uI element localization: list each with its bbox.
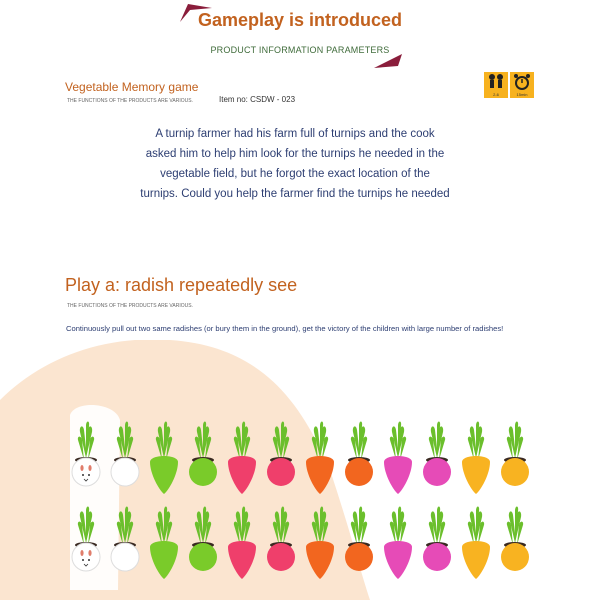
radish-icon xyxy=(67,418,105,498)
item-number: Item no: CSDW - 023 xyxy=(219,95,296,104)
radish-icon xyxy=(496,503,534,583)
radish-card[interactable] xyxy=(457,503,495,583)
radish-card[interactable] xyxy=(67,503,105,583)
product-name: Vegetable Memory game xyxy=(65,80,199,94)
play-description: Continuously pull out two same radishes (or bury them in the ground), get the victory of the children with large number of radishes! xyxy=(66,324,504,333)
radish-card[interactable] xyxy=(262,418,300,498)
radish-card[interactable] xyxy=(184,418,222,498)
radish-card[interactable] xyxy=(496,418,534,498)
radish-icon xyxy=(106,503,144,583)
product-caption: THE FUNCTIONS OF THE PRODUCTS ARE VARIOUS. xyxy=(67,98,193,104)
radish-card[interactable] xyxy=(223,418,261,498)
radish-card[interactable] xyxy=(184,503,222,583)
children-icon xyxy=(484,72,508,92)
radish-icon xyxy=(340,503,378,583)
play-caption: THE FUNCTIONS OF THE PRODUCTS ARE VARIOUS. xyxy=(67,303,193,309)
play-title: Play a: radish repeatedly see xyxy=(65,275,298,295)
story-text: A turnip farmer had his farm full of turnips and the cook asked him to help him look for the turnips he needed in the vegetable field, but he forgot the exact location of the turnips. Could you help the farmer find the turnips he needed xyxy=(140,128,450,200)
radish-icon xyxy=(457,503,495,583)
radish-icon xyxy=(262,418,300,498)
radish-icon xyxy=(106,418,144,498)
radish-icon xyxy=(340,418,378,498)
radish-card[interactable] xyxy=(106,418,144,498)
radish-icon xyxy=(457,418,495,498)
radish-icon xyxy=(223,418,261,498)
radish-card[interactable] xyxy=(340,503,378,583)
radish-icon xyxy=(184,418,222,498)
radish-icon xyxy=(184,503,222,583)
radish-icon xyxy=(145,503,183,583)
radish-icon xyxy=(418,418,456,498)
time-badge-text: 15min xyxy=(516,92,528,97)
radish-card[interactable] xyxy=(496,503,534,583)
radish-card[interactable] xyxy=(262,503,300,583)
radish-icon xyxy=(301,503,339,583)
page-title: Gameplay is introduced xyxy=(197,10,403,30)
radish-card[interactable] xyxy=(301,503,339,583)
radish-icon xyxy=(496,418,534,498)
radish-icon xyxy=(223,503,261,583)
radish-card[interactable] xyxy=(418,418,456,498)
radish-card[interactable] xyxy=(379,503,417,583)
radish-card[interactable] xyxy=(67,418,105,498)
page-subtitle: PRODUCT INFORMATION PARAMETERS xyxy=(210,45,390,55)
alarm-clock-icon xyxy=(510,72,534,92)
radish-icon xyxy=(262,503,300,583)
radish-icon xyxy=(301,418,339,498)
age-badge xyxy=(484,72,508,98)
time-badge xyxy=(510,72,534,98)
radish-card[interactable] xyxy=(379,418,417,498)
age-badge-text: 2-6 xyxy=(493,92,499,97)
radish-icon xyxy=(379,418,417,498)
radish-icon xyxy=(418,503,456,583)
radish-card[interactable] xyxy=(418,503,456,583)
radish-icon xyxy=(67,503,105,583)
radish-card[interactable] xyxy=(340,418,378,498)
radish-card[interactable] xyxy=(145,503,183,583)
radish-icon xyxy=(145,418,183,498)
radish-card[interactable] xyxy=(457,418,495,498)
radish-icon xyxy=(379,503,417,583)
radish-card[interactable] xyxy=(145,418,183,498)
radish-card[interactable] xyxy=(223,503,261,583)
radish-card[interactable] xyxy=(301,418,339,498)
radish-card[interactable] xyxy=(106,503,144,583)
